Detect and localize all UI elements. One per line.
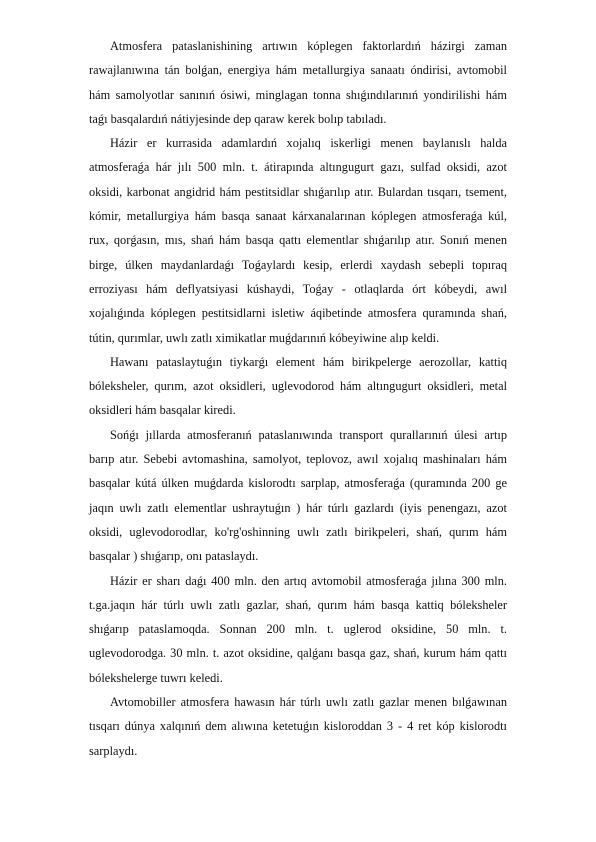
paragraph-3: Hawanı pataslaytuǵın tiykarǵı element hám birikpelerge aerozollar, kattiq bóleksheler, qurım, azot oksidleri, uglevodorod hám altıngugurt oksidleri, metal oksidleri hám basqalar kiredi. <box>89 354 507 418</box>
paragraph-6: Avtomobiller atmosfera hawasın hár túrlı uwlı zatlı gazlar menen bılǵawınan tısqarı dúnya xalqınıń dem alıwına ketetuǵın kisloroddan 3 - 4 ret kóp kislorodtı sarplaydı. <box>89 695 507 758</box>
paragraph-1: Atmosfera pataslanishining artıwın kóplegen faktorlardıń házirgi zaman rawajlanıwına tán bolǵan, energiya hám metallurgiya sanaatı óndirisi, avtomobil hám samolyotlar sanınıń ósiwi, minglagan tonna shıǵındılarınıń yondirilishi hám taǵı basqalardıń nátiyjesinde dep qaraw kerek bolıp tabıladı. <box>89 39 507 126</box>
paragraph-5: Házir er sharı daǵı 400 mln. den artıq avtomobil atmosferaǵa jılına 300 mln. t.ga.jaqın hár túrlı uwlı zatlı gazlar, shań, qurım hám basqa kattiq bóleksheler shıǵarıp pataslamoqda. Sonnan 200 mln. t. uglerod oksidine, 50 mln. t. uglevodorodga. 30 mln. t. azot oksidine, qalǵanı basqa gaz, shań, kurum hám qattı bólekshelerge tuwrı keledi. <box>89 573 507 685</box>
document-body <box>89 34 507 763</box>
paragraph-4: Sońǵı jıllarda atmosferanıń pataslanıwında transport qurallarınıń úlesi artıp barıp atır. Sebebi avtomashina, samolyot, teplovoz, awıl xojalıq mashinaları hám basqalar kútá úlken muǵdarda kislorodtı sarplap, atmosferaǵa (quramında 200 ge jaqın uwlı zatlı elementlar ushraytuǵın ) hár túrlı gazlardı (iyis penengazı, azot oksidi, uglevodorodlar, ko'rg'oshinning uwlı zatlı birikpeleri, shań, qurım hám basqalar ) shıǵarıp, onı pataslaydı. <box>89 427 507 564</box>
paragraph-2: Házir er kurrasida adamlardıń xojalıq iskerligi menen baylanıslı halda atmosferaǵa hár jılı 500 mln. t. átirapında altıngugurt gazı, sulfad oksidi, azot oksidi, karbonat angidrid hám pestitsidlar shıǵarılıp atır. Bulardan tısqarı, tsement, kómir, metallurgiya hám basqa sanaat kárxanalarınan kóplegen atmosferaǵa kúl, rux, qorǵasın, mıs, shań hám basqa qattı elementlar shıǵarılıp atır. Sonıń menen birge, úlken maydanlardaǵı Toǵaylardı kesip, erlerdi xaydash sebepli topıraq erroziyası hám deflyatsiyasi kúshaydi, Toǵay - otlaqlarda órt kóbeydi, awıl xojalıǵında kóplegen pestitsidlarni isletiw áqibetinde atmosfera quramında shań, tútin, qurımlar, uwlı zatlı ximikatlar muǵdarınıń kóbeyiwine alıp keldi. <box>89 136 507 345</box>
